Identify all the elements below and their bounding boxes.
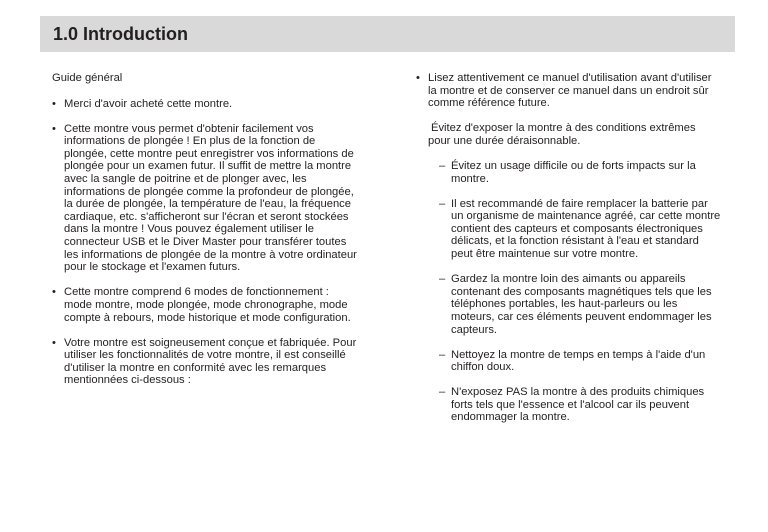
left-column bbox=[52, 72, 357, 399]
section-header bbox=[40, 16, 735, 52]
bullet-item: • Merci d'avoir acheté cette montre. bbox=[52, 98, 357, 111]
dash-list bbox=[416, 160, 721, 424]
section-title: 1.0 Introduction bbox=[53, 24, 188, 44]
left-bullet-list bbox=[52, 98, 357, 387]
bullet-item: • Cette montre comprend 6 modes de fonctionnement : mode montre, mode plongée, mode chronographe, mode compte à rebours, mode historique et mode configuration. bbox=[52, 286, 357, 324]
right-bullet-list bbox=[416, 72, 721, 110]
dash-item: – Nettoyez la montre de temps en temps à l'aide d'un chiffon doux. bbox=[439, 349, 721, 374]
right-column bbox=[416, 72, 721, 437]
bullet-item: • Lisez attentivement ce manuel d'utilisation avant d'utiliser la montre et de conserver ce manuel dans un endroit sûr comme référence future. bbox=[416, 72, 721, 110]
dash-item: – Évitez un usage difficile ou de forts impacts sur la montre. bbox=[439, 160, 721, 185]
bullet-item: • Votre montre est soigneusement conçue et fabriquée. Pour utiliser les fonctionnalités de votre montre, il est conseillé d'utiliser la montre en conformité avec les remarques mentionnées ci-dessous : bbox=[52, 337, 357, 387]
dash-item: – Il est recommandé de faire remplacer la batterie par un organisme de maintenance agréé, car cette montre contient des capteurs et composants électroniques délicats, et la fonction résistant à l'eau et standard peut être maintenue sur votre montre. bbox=[439, 198, 721, 261]
bullet-item: • Cette montre vous permet d'obtenir facilement vos informations de plongée ! En plus de la fonction de plongée, cette montre peut enregistrer vos informations de plongée pour un examen futur. Il suffit de mettre la montre avec la sangle de poitrine et de plonger avec, les informations de plongée comme la profondeur de plongée, la durée de plongée, la température de l'eau, la fréquence cardiaque, etc. s'afficheront sur l'écran et seront stockées dans la montre ! Vous pouvez également utiliser le connecteur USB et le Diver Master pour transférer toutes les informations de plongée de la montre à votre ordinateur pour le stockage et l'examen futurs. bbox=[52, 123, 357, 274]
warning-note: Évitez d'exposer la montre à des conditions extrêmes pour une durée déraisonnable. bbox=[428, 122, 696, 147]
dash-item: – N'exposez PAS la montre à des produits chimiques forts tels que l'essence et l'alcool car ils peuvent endommager la montre. bbox=[439, 386, 721, 424]
intro-heading: Guide général bbox=[52, 72, 123, 84]
dash-item: – Gardez la montre loin des aimants ou appareils contenant des composants magnétiques tels que les téléphones portables, les haut-parleurs ou les moteurs, car ces éléments peuvent endommager les capteurs. bbox=[439, 273, 721, 336]
